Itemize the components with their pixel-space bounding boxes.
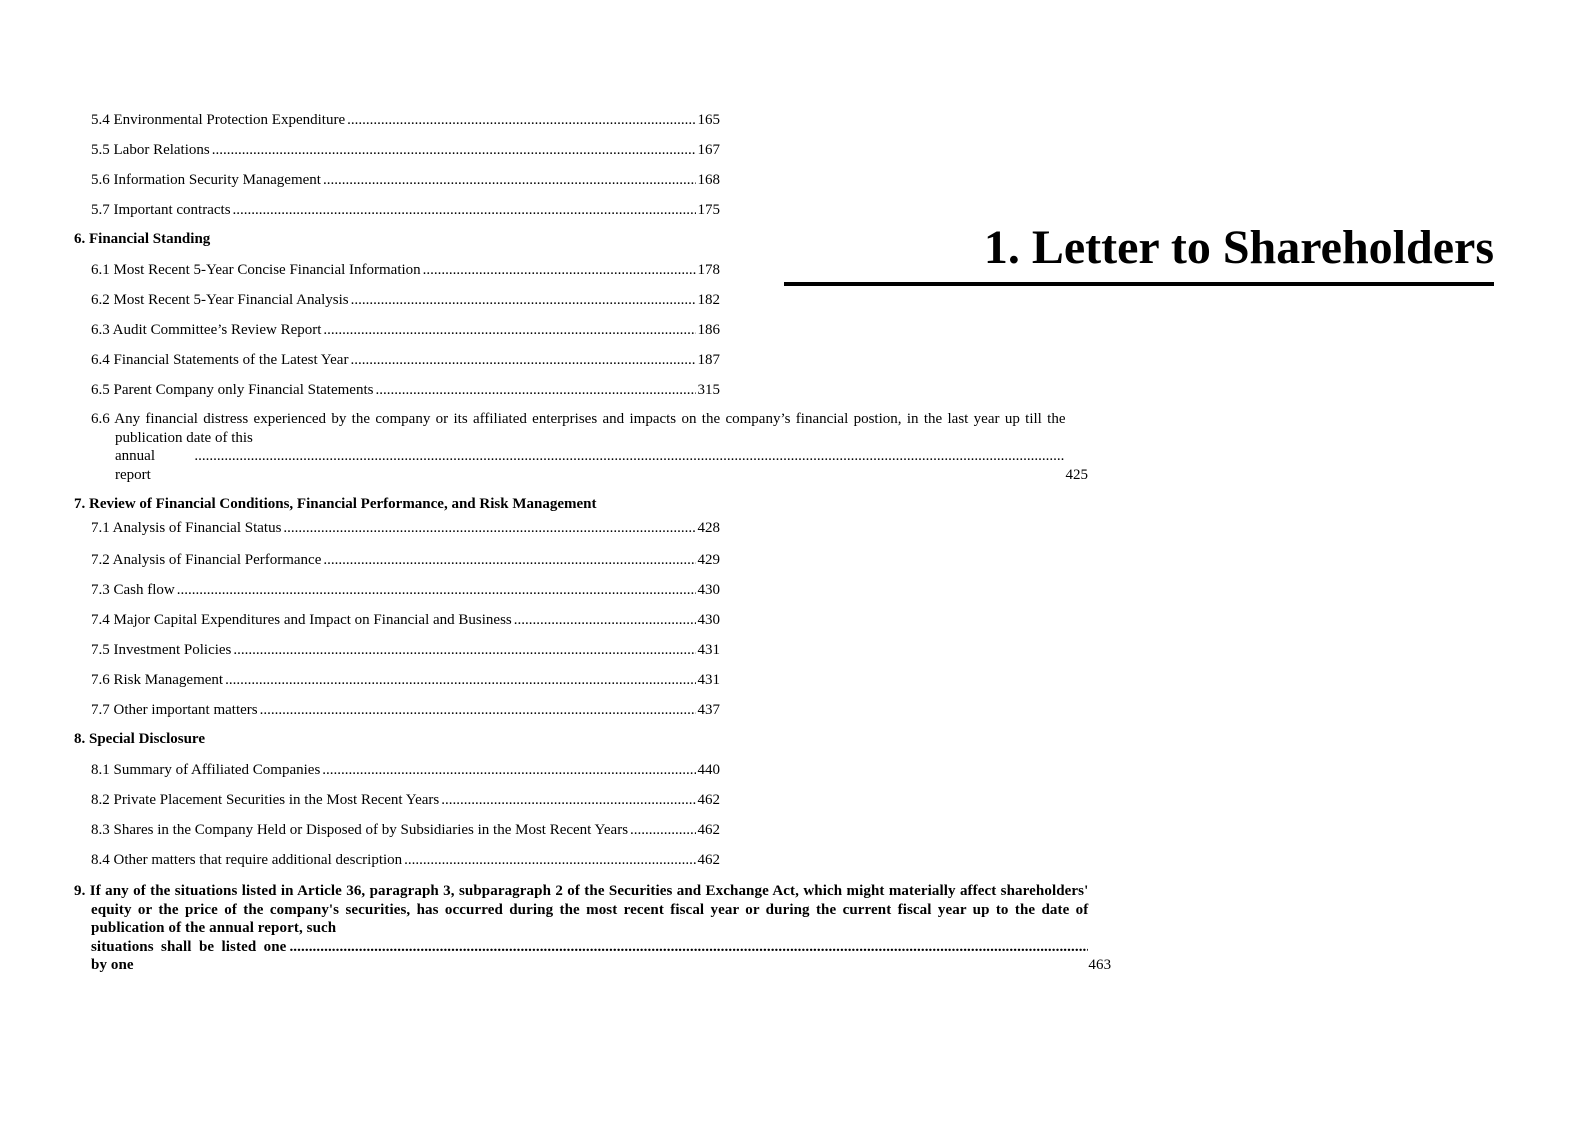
dot-leader xyxy=(351,291,696,309)
dot-leader xyxy=(630,821,695,839)
toc-entry-page: 428 xyxy=(697,520,720,536)
toc-entry-page: 462 xyxy=(697,852,720,868)
table-of-contents xyxy=(74,108,1112,975)
toc-entry-label: 7.7 Other important matters xyxy=(91,702,258,718)
dot-leader xyxy=(212,141,696,159)
toc-entry-6-5[interactable] xyxy=(74,378,720,408)
toc-entry-label: 8.1 Summary of Affiliated Companies xyxy=(91,762,321,778)
toc-entry-label: 6.3 Audit Committee’s Review Report xyxy=(91,322,322,338)
toc-entry-page: 182 xyxy=(697,292,720,308)
toc-entry-label: 6.4 Financial Statements of the Latest Year xyxy=(91,352,349,368)
toc-entry-label: 7.1 Analysis of Financial Status xyxy=(91,520,282,536)
toc-entry-label: 6.6 Any financial distress experienced by the company or its affiliated enterprises and impacts on the company’s financial postion, in the last year up till the publication date of this xyxy=(91,411,1066,446)
toc-section-heading-7[interactable]: 7. Review of Financial Conditions, Financial Performance, and Risk Management xyxy=(74,496,597,512)
toc-entry-label: 7.5 Investment Policies xyxy=(91,642,232,658)
toc-entry-label: 7.2 Analysis of Financial Performance xyxy=(91,552,322,568)
chapter-title: 1. Letter to Shareholders xyxy=(983,221,1494,274)
toc-entry-page: 168 xyxy=(697,172,720,188)
toc-entry-5-6[interactable] xyxy=(74,168,720,198)
toc-entry-7-1[interactable] xyxy=(74,519,720,548)
toc-entry-page: 425 xyxy=(1065,466,1088,483)
dot-leader xyxy=(375,381,695,399)
toc-entry-label: 6.5 Parent Company only Financial Statements xyxy=(91,382,374,398)
toc-entry-label: 5.5 Labor Relations xyxy=(91,142,210,158)
toc-entry-page: 175 xyxy=(697,202,720,218)
toc-entry-page: 315 xyxy=(697,382,720,398)
toc-entry-label: 5.6 Information Security Management xyxy=(91,172,321,188)
toc-entry-label: 8.4 Other matters that require additional description xyxy=(91,852,403,868)
toc-entry-label: 9. If any of the situations listed in Article 36, paragraph 3, subparagraph 2 of the Securities and Exchange Act, which might materially affect shareholders' equity or the price of the company's securities, has occurred during the most recent fiscal year or during the current fiscal year up to the date of publication of the annual report, such xyxy=(74,883,1089,936)
dot-leader xyxy=(289,938,1088,957)
toc-entry-6-4[interactable] xyxy=(74,348,720,378)
toc-entry-label: 7.4 Major Capital Expenditures and Impact on Financial and Business xyxy=(91,612,512,628)
toc-entry-6-3[interactable] xyxy=(74,318,720,348)
toc-entry-page: 430 xyxy=(697,582,720,598)
dot-leader xyxy=(323,551,695,569)
toc-entry-7-4[interactable] xyxy=(74,608,720,638)
dot-leader xyxy=(323,171,696,189)
toc-entry-page: 431 xyxy=(697,672,720,688)
toc-entry-page: 167 xyxy=(697,142,720,158)
toc-entry-label: 5.7 Important contracts xyxy=(91,202,231,218)
toc-entry-last-line xyxy=(74,938,1088,975)
toc-entry-text-block xyxy=(91,410,1065,484)
toc-entry-7-3[interactable] xyxy=(74,578,720,608)
toc-entry-page: 462 xyxy=(697,792,720,808)
toc-entry-page: 430 xyxy=(697,612,720,628)
toc-entry-8-2[interactable] xyxy=(74,788,720,818)
toc-entry-8-1[interactable] xyxy=(74,758,720,788)
toc-entry-page: 429 xyxy=(697,552,720,568)
toc-entry-7-2[interactable] xyxy=(74,548,720,578)
toc-entry-text-block xyxy=(74,882,1088,975)
dot-leader xyxy=(233,641,695,659)
dot-leader xyxy=(233,201,696,219)
dot-leader xyxy=(350,351,695,369)
toc-entry-9[interactable] xyxy=(74,882,1112,975)
toc-entry-label: 6.1 Most Recent 5-Year Concise Financial Information xyxy=(91,262,421,278)
toc-entry-label: 6.2 Most Recent 5-Year Financial Analysis xyxy=(91,292,349,308)
toc-entry-page: 462 xyxy=(697,822,720,838)
toc-entry-label: 8.3 Shares in the Company Held or Disposed of by Subsidiaries in the Most Recent Years xyxy=(91,822,629,838)
toc-entry-6-6[interactable] xyxy=(74,410,1088,484)
toc-entry-page: 165 xyxy=(697,112,720,128)
toc-entry-page: 463 xyxy=(1088,957,1112,973)
toc-entry-label: 5.4 Environmental Protection Expenditure xyxy=(91,112,346,128)
toc-section-heading-8[interactable]: 8. Special Disclosure xyxy=(74,731,205,747)
toc-entry-6-2[interactable] xyxy=(74,288,720,318)
toc-entry-7-7[interactable] xyxy=(74,698,720,728)
dot-leader xyxy=(225,671,695,689)
toc-entry-label-end: situations shall be listed one by one xyxy=(91,938,287,973)
toc-entry-page: 186 xyxy=(697,322,720,338)
dot-leader xyxy=(177,581,696,599)
title-underline xyxy=(784,282,1494,286)
toc-entry-7-5[interactable] xyxy=(74,638,720,668)
toc-section-heading-6[interactable]: 6. Financial Standing xyxy=(74,231,211,247)
dot-leader xyxy=(514,611,696,629)
toc-entry-5-5[interactable] xyxy=(74,138,720,168)
toc-entry-label-end: annual report xyxy=(115,448,155,483)
dot-leader xyxy=(283,519,695,537)
toc-entry-page: 187 xyxy=(697,352,720,368)
dot-leader xyxy=(194,447,1065,466)
toc-entry-6-1[interactable] xyxy=(74,258,720,288)
toc-entry-page: 178 xyxy=(697,262,720,278)
toc-entry-page: 431 xyxy=(697,642,720,658)
toc-entry-label: 7.6 Risk Management xyxy=(91,672,224,688)
toc-entry-page: 437 xyxy=(697,702,720,718)
toc-entry-8-4[interactable] xyxy=(74,848,720,878)
toc-entry-5-4[interactable] xyxy=(74,108,720,138)
dot-leader xyxy=(323,321,695,339)
dot-leader xyxy=(404,851,695,869)
dot-leader xyxy=(322,761,695,779)
dot-leader xyxy=(347,111,695,129)
toc-entry-label: 8.2 Private Placement Securities in the Most Recent Years xyxy=(91,792,440,808)
dot-leader xyxy=(260,701,696,719)
dot-leader xyxy=(423,261,696,279)
toc-entry-last-line xyxy=(91,447,1065,484)
toc-entry-label: 7.3 Cash flow xyxy=(91,582,175,598)
toc-entry-8-3[interactable] xyxy=(74,818,720,848)
dot-leader xyxy=(441,791,695,809)
toc-entry-page: 440 xyxy=(697,762,720,778)
toc-entry-7-6[interactable] xyxy=(74,668,720,698)
toc-entry-5-7[interactable] xyxy=(74,198,720,228)
